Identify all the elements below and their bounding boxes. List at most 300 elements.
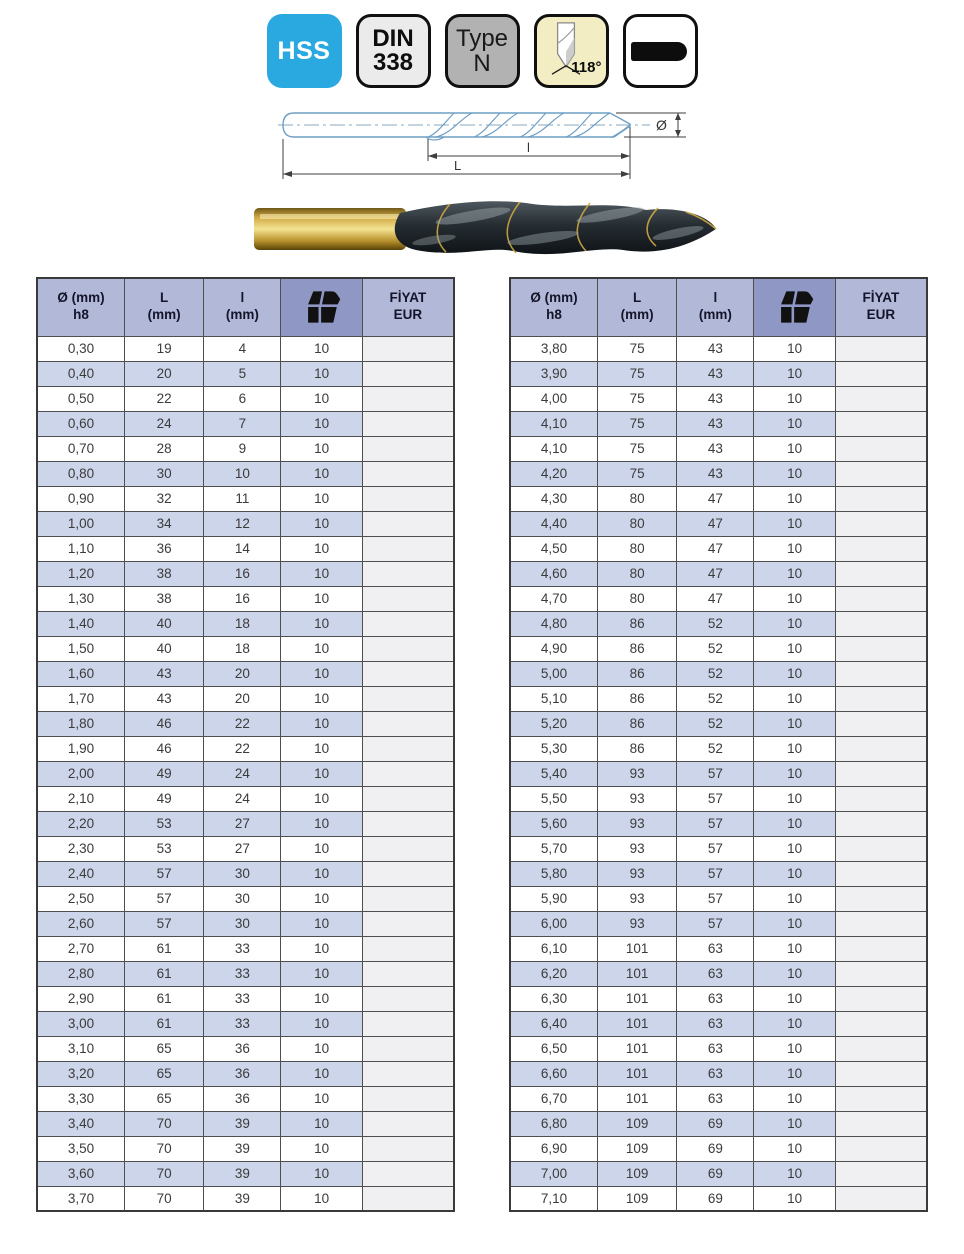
cell-diameter: 2,10 [37,786,125,811]
cell-flute-length: 20 [204,661,281,686]
cell-diameter: 4,30 [510,486,598,511]
cell-diameter: 3,80 [510,336,598,361]
header-pack-quantity [754,278,835,336]
table-row [510,686,927,711]
cell-pack-quantity: 10 [754,411,835,436]
table-row [510,661,927,686]
cell-pack-quantity: 10 [281,461,362,486]
cell-total-length: 101 [598,1086,677,1111]
cell-diameter: 4,70 [510,586,598,611]
cell-total-length: 65 [125,1036,204,1061]
cell-total-length: 86 [598,636,677,661]
table-row [510,1111,927,1136]
cell-total-length: 75 [598,461,677,486]
cell-price [362,1136,454,1161]
cell-price [362,411,454,436]
type-label-line2: N [473,50,491,77]
cell-pack-quantity: 10 [754,886,835,911]
cell-total-length: 49 [125,761,204,786]
table-row [37,661,454,686]
cell-total-length: 93 [598,911,677,936]
cell-pack-quantity: 10 [281,661,362,686]
cell-flute-length: 5 [204,361,281,386]
cell-diameter: 4,80 [510,611,598,636]
table-row [37,386,454,411]
table-row [37,1111,454,1136]
cell-price [835,911,927,936]
cell-flute-length: 12 [204,511,281,536]
table-row [37,736,454,761]
cell-pack-quantity: 10 [281,761,362,786]
cell-flute-length: 52 [677,636,754,661]
cell-diameter: 1,40 [37,611,125,636]
cell-flute-length: 14 [204,536,281,561]
table-row [510,936,927,961]
table-row [510,1186,927,1211]
table-row [510,1036,927,1061]
table-row [37,836,454,861]
cell-diameter: 3,00 [37,1011,125,1036]
drill-bit-photo [238,188,738,268]
cell-flute-length: 57 [677,836,754,861]
cell-diameter: 5,60 [510,811,598,836]
cell-price [362,1161,454,1186]
table-row [510,886,927,911]
cell-diameter: 3,10 [37,1036,125,1061]
cell-total-length: 93 [598,761,677,786]
cell-diameter: 4,20 [510,461,598,486]
cell-price [362,361,454,386]
cell-total-length: 109 [598,1186,677,1211]
cell-total-length: 75 [598,386,677,411]
cell-flute-length: 9 [204,436,281,461]
table-row [510,1086,927,1111]
cell-price [835,1136,927,1161]
cell-flute-length: 22 [204,736,281,761]
cell-diameter: 0,70 [37,436,125,461]
cell-total-length: 80 [598,586,677,611]
table-row [37,1086,454,1111]
cell-flute-length: 33 [204,1011,281,1036]
cell-pack-quantity: 10 [281,561,362,586]
cell-price [835,711,927,736]
cell-price [835,961,927,986]
cell-total-length: 32 [125,486,204,511]
cell-price [835,861,927,886]
cell-price [362,511,454,536]
cell-flute-length: 18 [204,636,281,661]
table-row [510,611,927,636]
table-row [37,811,454,836]
cell-pack-quantity: 10 [281,911,362,936]
cell-diameter: 2,60 [37,911,125,936]
cell-diameter: 5,30 [510,736,598,761]
cell-price [835,1061,927,1086]
cell-flute-length: 7 [204,411,281,436]
cell-total-length: 34 [125,511,204,536]
cell-price [362,386,454,411]
cell-pack-quantity: 10 [281,1036,362,1061]
point-angle-badge [534,14,609,88]
table-row [510,436,927,461]
cell-price [362,461,454,486]
cell-pack-quantity: 10 [754,336,835,361]
table-row [510,861,927,886]
drill-bit-image [238,188,738,268]
cell-flute-length: 11 [204,486,281,511]
cell-price [835,786,927,811]
table-row [37,436,454,461]
cell-flute-length: 47 [677,486,754,511]
cell-flute-length: 27 [204,811,281,836]
cell-pack-quantity: 10 [281,361,362,386]
cell-diameter: 5,10 [510,686,598,711]
cell-pack-quantity: 10 [754,811,835,836]
table-row [37,961,454,986]
cell-total-length: 75 [598,361,677,386]
cell-flute-length: 69 [677,1111,754,1136]
cell-pack-quantity: 10 [281,1086,362,1111]
cell-pack-quantity: 10 [754,486,835,511]
cell-price [362,1111,454,1136]
table-row [510,786,927,811]
header-price: FİYAT EUR [362,278,454,336]
cell-total-length: 40 [125,611,204,636]
cell-flute-length: 52 [677,661,754,686]
cell-pack-quantity: 10 [281,336,362,361]
cell-diameter: 6,00 [510,911,598,936]
din-label-line1: DIN [372,24,414,52]
cell-total-length: 65 [125,1061,204,1086]
cell-diameter: 0,50 [37,386,125,411]
cell-total-length: 109 [598,1111,677,1136]
cell-pack-quantity: 10 [281,536,362,561]
cell-total-length: 86 [598,711,677,736]
cell-diameter: 5,50 [510,786,598,811]
cell-diameter: 2,80 [37,961,125,986]
cell-diameter: 4,90 [510,636,598,661]
cell-flute-length: 18 [204,611,281,636]
cell-price [835,411,927,436]
cell-flute-length: 33 [204,961,281,986]
cell-total-length: 61 [125,986,204,1011]
cell-price [362,1061,454,1086]
cell-flute-length: 57 [677,886,754,911]
cell-price [362,861,454,886]
cell-pack-quantity: 10 [754,786,835,811]
cell-flute-length: 57 [677,811,754,836]
table-row [510,986,927,1011]
cell-price [835,886,927,911]
cell-price [362,836,454,861]
table-row [37,761,454,786]
cell-flute-length: 4 [204,336,281,361]
cell-price [362,1086,454,1111]
cell-flute-length: 39 [204,1186,281,1211]
cell-pack-quantity: 10 [281,586,362,611]
table-row [37,361,454,386]
cell-total-length: 75 [598,436,677,461]
cell-price [835,1161,927,1186]
cell-pack-quantity: 10 [754,436,835,461]
cell-total-length: 70 [125,1111,204,1136]
cell-pack-quantity: 10 [754,611,835,636]
cell-price [362,636,454,661]
table-row [37,936,454,961]
cell-pack-quantity: 10 [281,986,362,1011]
cell-total-length: 101 [598,986,677,1011]
cell-diameter: 3,20 [37,1061,125,1086]
header-total-length: L (mm) [598,278,677,336]
feature-badges-row [0,0,964,88]
type-n-badge [445,14,520,88]
table-row [37,461,454,486]
cell-pack-quantity: 10 [281,1011,362,1036]
table-row [510,836,927,861]
cell-price [362,436,454,461]
table-row [37,636,454,661]
cell-price [835,836,927,861]
package-quantity-icon [775,289,815,325]
cell-total-length: 53 [125,836,204,861]
cell-pack-quantity: 10 [281,711,362,736]
table-row [37,511,454,536]
table-row [510,511,927,536]
cell-diameter: 5,00 [510,661,598,686]
cell-total-length: 86 [598,661,677,686]
cell-price [835,536,927,561]
cell-diameter: 2,30 [37,836,125,861]
drill-dimension-drawing [276,95,700,181]
cell-pack-quantity: 10 [754,986,835,1011]
cell-price [362,586,454,611]
cell-total-length: 57 [125,861,204,886]
cell-pack-quantity: 10 [281,611,362,636]
cell-total-length: 38 [125,586,204,611]
cell-total-length: 80 [598,561,677,586]
cell-pack-quantity: 10 [754,711,835,736]
cell-flute-length: 69 [677,1186,754,1211]
table-row [510,386,927,411]
cell-flute-length: 57 [677,861,754,886]
cell-flute-length: 43 [677,361,754,386]
cell-flute-length: 52 [677,611,754,636]
cell-total-length: 57 [125,886,204,911]
table-row [37,336,454,361]
cell-total-length: 86 [598,736,677,761]
cell-price [362,911,454,936]
table-row [510,586,927,611]
cell-price [362,561,454,586]
cell-pack-quantity: 10 [281,961,362,986]
table-row [37,786,454,811]
header-flute-length: l (mm) [204,278,281,336]
cell-flute-length: 69 [677,1136,754,1161]
cell-diameter: 4,10 [510,411,598,436]
cell-diameter: 6,30 [510,986,598,1011]
cell-diameter: 2,70 [37,936,125,961]
cell-diameter: 3,40 [37,1111,125,1136]
cell-total-length: 36 [125,536,204,561]
cell-total-length: 46 [125,711,204,736]
cell-total-length: 93 [598,861,677,886]
cell-diameter: 1,80 [37,711,125,736]
cell-diameter: 2,00 [37,761,125,786]
header-diameter: Ø (mm) h8 [510,278,598,336]
cell-diameter: 1,20 [37,561,125,586]
cell-flute-length: 30 [204,911,281,936]
cell-price [835,1011,927,1036]
cell-price [362,761,454,786]
technical-drawing [276,95,700,181]
cell-price [362,961,454,986]
cell-price [835,1086,927,1111]
cell-flute-length: 63 [677,961,754,986]
cell-flute-length: 57 [677,911,754,936]
header-pack-quantity [281,278,362,336]
cell-pack-quantity: 10 [281,686,362,711]
cell-diameter: 4,10 [510,436,598,461]
cell-pack-quantity: 10 [281,636,362,661]
cell-flute-length: 16 [204,586,281,611]
cell-total-length: 61 [125,1011,204,1036]
cell-flute-length: 24 [204,786,281,811]
cell-flute-length: 43 [677,386,754,411]
table-row [510,961,927,986]
cell-flute-length: 10 [204,461,281,486]
cell-total-length: 80 [598,536,677,561]
cell-pack-quantity: 10 [754,536,835,561]
header-diameter: Ø (mm) h8 [37,278,125,336]
cell-price [835,661,927,686]
cell-diameter: 1,70 [37,686,125,711]
cell-total-length: 101 [598,1036,677,1061]
cell-flute-length: 52 [677,736,754,761]
cell-total-length: 43 [125,661,204,686]
cell-total-length: 61 [125,936,204,961]
cell-pack-quantity: 10 [281,736,362,761]
cell-pack-quantity: 10 [754,961,835,986]
package-quantity-icon [302,289,342,325]
cell-price [362,661,454,686]
cell-pack-quantity: 10 [281,1186,362,1211]
type-label-line1: Type [455,24,509,52]
spec-table-right [509,277,928,1212]
cell-flute-length: 39 [204,1161,281,1186]
cell-pack-quantity: 10 [754,836,835,861]
table-row [37,561,454,586]
cell-diameter: 4,50 [510,536,598,561]
cell-flute-length: 39 [204,1111,281,1136]
table-row [510,536,927,561]
cell-total-length: 86 [598,686,677,711]
cell-total-length: 101 [598,1061,677,1086]
cell-flute-length: 57 [677,761,754,786]
cell-pack-quantity: 10 [281,511,362,536]
cell-diameter: 7,10 [510,1186,598,1211]
cell-diameter: 4,00 [510,386,598,411]
cell-pack-quantity: 10 [754,661,835,686]
header-flute-length: l (mm) [677,278,754,336]
cell-flute-length: 16 [204,561,281,586]
cell-diameter: 7,00 [510,1161,598,1186]
cell-price [835,736,927,761]
cell-price [362,736,454,761]
cell-diameter: 5,80 [510,861,598,886]
table-row [37,1011,454,1036]
table-row [510,361,927,386]
cell-diameter: 5,90 [510,886,598,911]
cell-pack-quantity: 10 [754,386,835,411]
cell-flute-length: 52 [677,711,754,736]
cell-pack-quantity: 10 [281,886,362,911]
table-row [37,911,454,936]
cell-price [362,1186,454,1211]
cell-total-length: 109 [598,1136,677,1161]
cell-flute-length: 43 [677,461,754,486]
cell-price [835,636,927,661]
cell-diameter: 6,90 [510,1136,598,1161]
cell-diameter: 0,30 [37,336,125,361]
table-row [510,761,927,786]
cell-diameter: 6,10 [510,936,598,961]
cell-flute-length: 63 [677,1036,754,1061]
cell-pack-quantity: 10 [281,861,362,886]
cell-price [835,386,927,411]
cell-pack-quantity: 10 [754,636,835,661]
cell-flute-length: 63 [677,1011,754,1036]
cell-total-length: 93 [598,836,677,861]
cell-total-length: 80 [598,511,677,536]
table-row [510,461,927,486]
cell-price [835,561,927,586]
table-row [37,986,454,1011]
cell-flute-length: 47 [677,511,754,536]
cell-diameter: 1,50 [37,636,125,661]
table-row [37,1161,454,1186]
cell-diameter: 5,70 [510,836,598,861]
cell-diameter: 0,80 [37,461,125,486]
size-tables [0,277,964,1212]
cell-flute-length: 36 [204,1036,281,1061]
cell-pack-quantity: 10 [754,1086,835,1111]
cell-price [835,936,927,961]
cell-price [362,711,454,736]
cell-total-length: 70 [125,1161,204,1186]
cell-total-length: 28 [125,436,204,461]
table-row [510,811,927,836]
cell-diameter: 0,40 [37,361,125,386]
table-row [510,1161,927,1186]
table-row [37,861,454,886]
cell-diameter: 4,60 [510,561,598,586]
table-row [510,1011,927,1036]
cell-pack-quantity: 10 [754,1111,835,1136]
cell-pack-quantity: 10 [281,411,362,436]
cell-pack-quantity: 10 [281,1061,362,1086]
cell-pack-quantity: 10 [281,936,362,961]
cell-total-length: 93 [598,811,677,836]
cell-diameter: 6,20 [510,961,598,986]
cell-flute-length: 43 [677,436,754,461]
cell-pack-quantity: 10 [281,486,362,511]
cell-price [835,1111,927,1136]
cell-flute-length: 27 [204,836,281,861]
cell-diameter: 6,40 [510,1011,598,1036]
cell-total-length: 101 [598,936,677,961]
cell-total-length: 75 [598,336,677,361]
cell-price [362,786,454,811]
